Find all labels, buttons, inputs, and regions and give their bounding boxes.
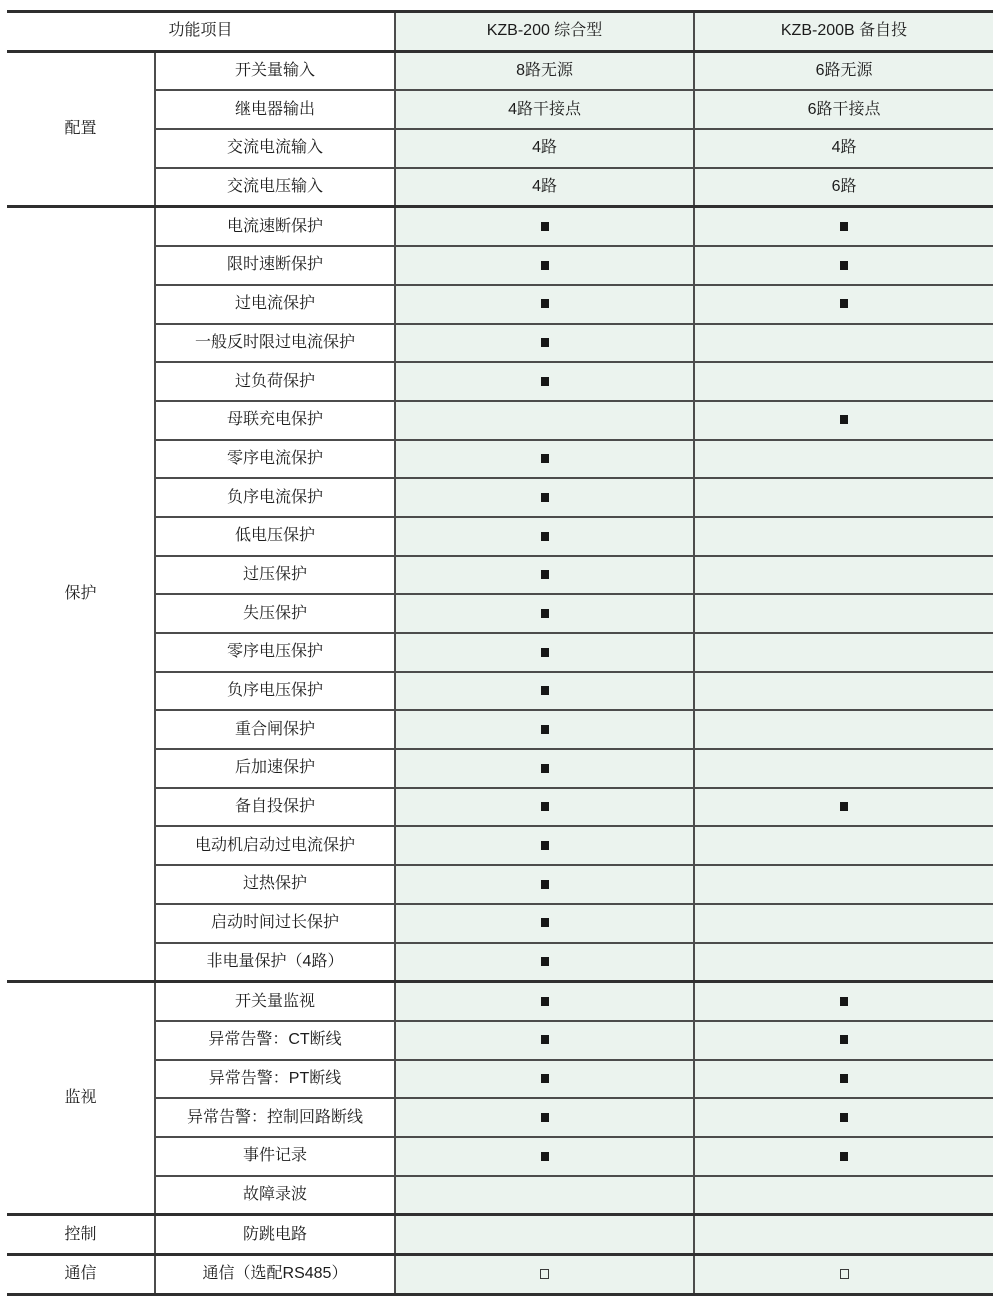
feature-label-cell: 后加速保护	[155, 749, 395, 788]
value-cell-b	[694, 1060, 993, 1099]
hollow-square-icon	[540, 1269, 549, 1279]
feature-label-cell: 低电压保护	[155, 517, 395, 556]
value-cell-b	[694, 633, 993, 672]
value-cell-a	[395, 517, 694, 556]
value-cell-a	[395, 246, 694, 285]
value-cell-a	[395, 1215, 694, 1255]
feature-label-cell: 通信（选配RS485）	[155, 1255, 395, 1295]
feature-label-cell: 一般反时限过电流保护	[155, 324, 395, 363]
value-cell-a	[395, 594, 694, 633]
value-cell-b	[694, 710, 993, 749]
value-cell-a	[395, 362, 694, 401]
filled-square-icon	[541, 802, 549, 811]
feature-label-cell: 零序电压保护	[155, 633, 395, 672]
value-cell-a	[395, 440, 694, 479]
value-cell-b	[694, 246, 993, 285]
value-cell-b	[694, 556, 993, 595]
feature-label-cell: 电流速断保护	[155, 207, 395, 246]
feature-label-cell: 电动机启动过电流保护	[155, 826, 395, 865]
filled-square-icon	[541, 1113, 549, 1122]
section-group-cell: 控制	[7, 1215, 155, 1255]
value-cell-a	[395, 982, 694, 1021]
feature-label-cell: 母联充电保护	[155, 401, 395, 440]
filled-square-icon	[840, 299, 848, 308]
filled-square-icon	[541, 764, 549, 773]
value-cell-b: 6路干接点	[694, 90, 993, 129]
value-cell-b	[694, 1176, 993, 1215]
value-cell-b	[694, 1021, 993, 1060]
filled-square-icon	[840, 1035, 848, 1044]
filled-square-icon	[541, 918, 549, 927]
table-row	[7, 285, 993, 324]
value-cell-a	[395, 478, 694, 517]
table-row	[7, 865, 993, 904]
header-kzb200b: KZB-200B 备自投	[694, 12, 993, 52]
feature-label-cell: 限时速断保护	[155, 246, 395, 285]
feature-label-cell: 过负荷保护	[155, 362, 395, 401]
feature-label-cell: 故障录波	[155, 1176, 395, 1215]
filled-square-icon	[840, 1113, 848, 1122]
filled-square-icon	[541, 570, 549, 579]
feature-label-cell: 异常告警：PT断线	[155, 1060, 395, 1099]
value-cell-b: 6路	[694, 168, 993, 207]
filled-square-icon	[541, 1035, 549, 1044]
value-cell-a	[395, 1021, 694, 1060]
filled-square-icon	[541, 532, 549, 541]
value-cell-a	[395, 749, 694, 788]
table-row	[7, 362, 993, 401]
value-cell-b	[694, 324, 993, 363]
table-row	[7, 1098, 993, 1137]
filled-square-icon	[541, 1074, 549, 1083]
value-cell-b	[694, 788, 993, 827]
table-row	[7, 90, 993, 129]
feature-label-cell: 零序电流保护	[155, 440, 395, 479]
value-cell-b	[694, 1215, 993, 1255]
filled-square-icon	[541, 725, 549, 734]
table-row	[7, 168, 993, 207]
table-row	[7, 1137, 993, 1176]
feature-label-cell: 事件记录	[155, 1137, 395, 1176]
table-row	[7, 982, 993, 1021]
table-row	[7, 324, 993, 363]
value-cell-b	[694, 401, 993, 440]
feature-label-cell: 交流电流输入	[155, 129, 395, 168]
table-row	[7, 1215, 993, 1255]
value-cell-a	[395, 865, 694, 904]
filled-square-icon	[840, 802, 848, 811]
section-group-cell: 监视	[7, 982, 155, 1215]
feature-label-cell: 继电器输出	[155, 90, 395, 129]
table-row	[7, 633, 993, 672]
section-group-cell: 保护	[7, 207, 155, 982]
feature-label-cell: 重合闸保护	[155, 710, 395, 749]
feature-label-cell: 开关量输入	[155, 51, 395, 90]
value-cell-a: 8路无源	[395, 51, 694, 90]
value-cell-b	[694, 943, 993, 982]
feature-label-cell: 负序电压保护	[155, 672, 395, 711]
value-cell-b	[694, 207, 993, 246]
filled-square-icon	[541, 338, 549, 347]
filled-square-icon	[840, 1074, 848, 1083]
feature-label-cell: 开关量监视	[155, 982, 395, 1021]
feature-label-cell: 异常告警：控制回路断线	[155, 1098, 395, 1137]
value-cell-a	[395, 788, 694, 827]
value-cell-b	[694, 865, 993, 904]
feature-label-cell: 备自投保护	[155, 788, 395, 827]
value-cell-a	[395, 826, 694, 865]
table-row	[7, 246, 993, 285]
value-cell-a	[395, 904, 694, 943]
value-cell-a	[395, 1176, 694, 1215]
filled-square-icon	[541, 880, 549, 889]
feature-label-cell: 启动时间过长保护	[155, 904, 395, 943]
filled-square-icon	[541, 377, 549, 386]
table-row	[7, 826, 993, 865]
filled-square-icon	[541, 609, 549, 618]
value-cell-a	[395, 1060, 694, 1099]
value-cell-a	[395, 324, 694, 363]
table-row	[7, 207, 993, 246]
table-row	[7, 517, 993, 556]
table-row	[7, 440, 993, 479]
value-cell-a	[395, 672, 694, 711]
feature-label-cell: 非电量保护（4路）	[155, 943, 395, 982]
filled-square-icon	[840, 222, 848, 231]
filled-square-icon	[840, 1152, 848, 1161]
section-group-cell: 配置	[7, 51, 155, 207]
value-cell-b	[694, 440, 993, 479]
filled-square-icon	[541, 1152, 549, 1161]
value-cell-b	[694, 749, 993, 788]
value-cell-a	[395, 1137, 694, 1176]
feature-label-cell: 防跳电路	[155, 1215, 395, 1255]
table-row	[7, 710, 993, 749]
value-cell-a: 4路	[395, 168, 694, 207]
table-row	[7, 943, 993, 982]
value-cell-a	[395, 943, 694, 982]
filled-square-icon	[840, 415, 848, 424]
value-cell-a	[395, 1255, 694, 1295]
value-cell-a	[395, 285, 694, 324]
filled-square-icon	[541, 222, 549, 231]
table-row	[7, 478, 993, 517]
table-row	[7, 904, 993, 943]
table-row	[7, 129, 993, 168]
feature-label-cell: 过电流保护	[155, 285, 395, 324]
value-cell-b	[694, 1137, 993, 1176]
value-cell-b	[694, 982, 993, 1021]
filled-square-icon	[541, 648, 549, 657]
value-cell-b	[694, 285, 993, 324]
table-row	[7, 672, 993, 711]
value-cell-b	[694, 1255, 993, 1295]
feature-comparison-table	[7, 10, 993, 1296]
value-cell-a	[395, 556, 694, 595]
table-row	[7, 1176, 993, 1215]
feature-label-cell: 异常告警：CT断线	[155, 1021, 395, 1060]
value-cell-b	[694, 594, 993, 633]
feature-label-cell: 过热保护	[155, 865, 395, 904]
table-row	[7, 594, 993, 633]
filled-square-icon	[840, 261, 848, 270]
value-cell-b	[694, 1098, 993, 1137]
value-cell-b	[694, 362, 993, 401]
header-kzb200: KZB-200 综合型	[395, 12, 694, 52]
value-cell-a	[395, 1098, 694, 1137]
table-row	[7, 788, 993, 827]
value-cell-a: 4路	[395, 129, 694, 168]
table-body	[7, 51, 993, 1294]
filled-square-icon	[541, 493, 549, 502]
filled-square-icon	[541, 454, 549, 463]
value-cell-b	[694, 517, 993, 556]
filled-square-icon	[541, 261, 549, 270]
filled-square-icon	[840, 997, 848, 1006]
filled-square-icon	[541, 841, 549, 850]
table-row	[7, 1060, 993, 1099]
value-cell-a	[395, 401, 694, 440]
filled-square-icon	[541, 686, 549, 695]
value-cell-b	[694, 904, 993, 943]
value-cell-a	[395, 207, 694, 246]
value-cell-a	[395, 633, 694, 672]
table-row	[7, 749, 993, 788]
value-cell-b	[694, 672, 993, 711]
feature-label-cell: 过压保护	[155, 556, 395, 595]
filled-square-icon	[541, 997, 549, 1006]
header-row	[7, 12, 993, 52]
filled-square-icon	[541, 299, 549, 308]
value-cell-a	[395, 710, 694, 749]
value-cell-a: 4路干接点	[395, 90, 694, 129]
value-cell-b	[694, 478, 993, 517]
header-function-items: 功能项目	[7, 12, 395, 52]
hollow-square-icon	[840, 1269, 849, 1279]
value-cell-b	[694, 826, 993, 865]
table-row	[7, 1021, 993, 1060]
feature-label-cell: 负序电流保护	[155, 478, 395, 517]
value-cell-b: 4路	[694, 129, 993, 168]
table-row	[7, 556, 993, 595]
table-row	[7, 1255, 993, 1295]
table-row	[7, 401, 993, 440]
table-row	[7, 51, 993, 90]
section-group-cell: 通信	[7, 1255, 155, 1295]
feature-label-cell: 失压保护	[155, 594, 395, 633]
filled-square-icon	[541, 957, 549, 966]
value-cell-b: 6路无源	[694, 51, 993, 90]
feature-label-cell: 交流电压输入	[155, 168, 395, 207]
